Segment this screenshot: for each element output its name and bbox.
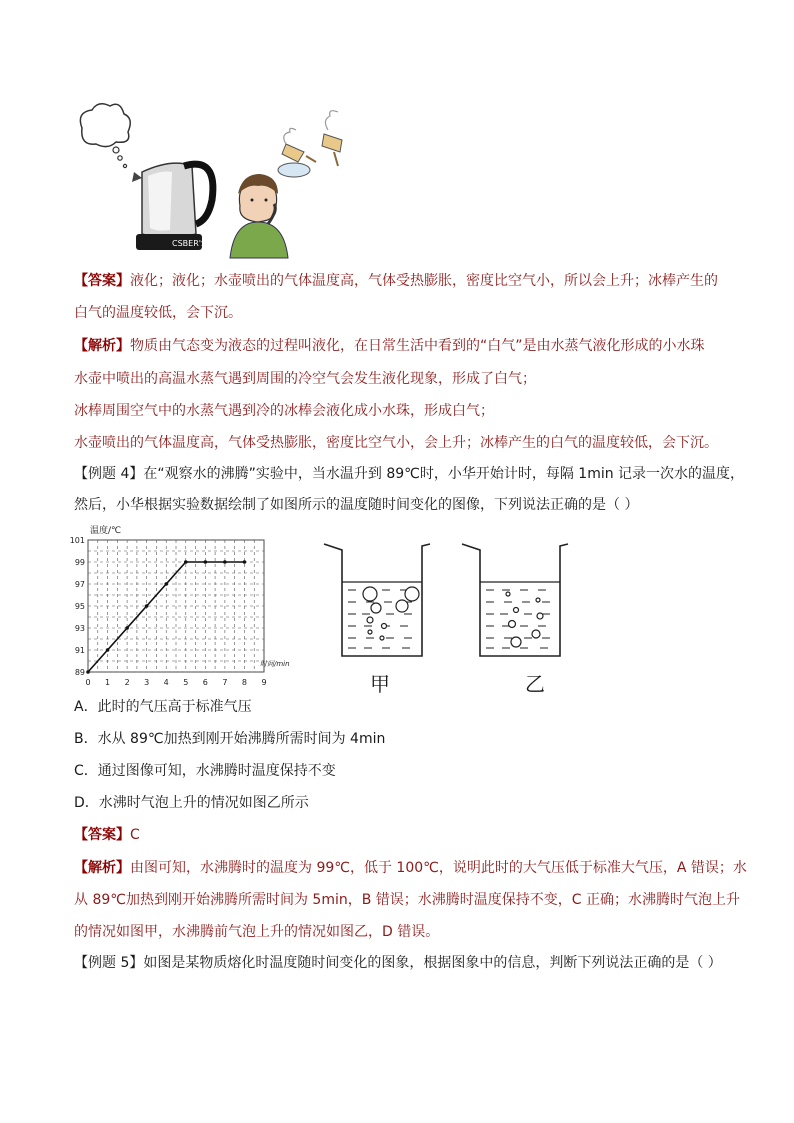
beaker-yi-label: 乙 bbox=[525, 672, 545, 696]
beaker-jia bbox=[320, 538, 444, 662]
beaker-yi bbox=[458, 538, 582, 662]
x-axis-label: 时间/min bbox=[260, 660, 290, 668]
data-point bbox=[125, 626, 129, 630]
x-tick-label: 2 bbox=[124, 678, 130, 687]
analysis-2-line-3: 的情况如图甲，水沸腾前气泡上升的情况如图乙，D 错误。 bbox=[74, 924, 440, 940]
analysis-1-line-4: 水壶喷出的气体温度高，气体受热膨胀，密度比空气小，会上升；冰棒产生的白气的温度较低，会下沉。 bbox=[74, 435, 718, 451]
analysis-1-line-2: 水壶中喷出的高温水蒸气遇到周围的冷空气会发生液化现象，形成了白气； bbox=[74, 371, 536, 387]
kettle-boy-illustration bbox=[72, 100, 372, 258]
answer-text: 液化；液化；水壶喷出的气体温度高，气体受热膨胀，密度比空气小，所以会上升；冰棒产生的 bbox=[130, 273, 718, 289]
answer-1-line-2: 白气的温度较低，会下沉。 bbox=[74, 305, 242, 321]
analysis-text: 由图可知，水沸腾时的温度为 99℃，低于 100℃，说明此时的大气压低于标准大气压，A 错误；水 bbox=[130, 860, 747, 876]
x-tick-label: 7 bbox=[222, 678, 228, 687]
data-point bbox=[86, 670, 90, 674]
boy-icon bbox=[230, 174, 288, 258]
x-tick-label: 8 bbox=[241, 678, 247, 687]
answer-tag: 【答案】 bbox=[74, 273, 130, 289]
y-tick-label: 95 bbox=[74, 602, 85, 611]
y-tick-label: 89 bbox=[74, 668, 85, 677]
temperature-time-chart bbox=[69, 520, 290, 692]
analysis-1-line-3: 冰棒周围空气中的水蒸气遇到冷的冰棒会液化成小水珠，形成白气； bbox=[74, 403, 494, 419]
y-tick-label: 91 bbox=[74, 646, 85, 655]
option-d: D．水沸时气泡上升的情况如图乙所示 bbox=[74, 795, 309, 811]
kettle-icon bbox=[132, 163, 213, 250]
data-point bbox=[184, 560, 188, 564]
data-point bbox=[243, 560, 247, 564]
answer-tag: 【答案】 bbox=[74, 827, 130, 843]
ice-pop-icon bbox=[278, 111, 342, 177]
analysis-text: 物质由气态变为液态的过程叫液化，在日常生活中看到的“白气”是由水蒸气液化形成的小水珠 bbox=[130, 338, 705, 354]
y-tick-label: 99 bbox=[74, 558, 85, 567]
y-tick-label: 101 bbox=[69, 536, 85, 545]
x-tick-label: 6 bbox=[202, 678, 208, 687]
analysis-2-line-2: 从 89℃加热到刚开始沸腾所需时间为 5min，B 错误；水沸腾时温度保持不变，C 正确；水沸腾时气泡上升 bbox=[74, 892, 741, 908]
data-point bbox=[145, 604, 149, 608]
option-a: A．此时的气压高于标准气压 bbox=[74, 699, 252, 715]
data-point bbox=[164, 582, 168, 586]
data-point bbox=[223, 560, 227, 564]
x-tick-label: 1 bbox=[105, 678, 111, 687]
answer-text: C bbox=[130, 827, 140, 843]
example-text: 如图是某物质熔化时温度随时间变化的图象，根据图象中的信息，判断下列说法正确的是（ ） bbox=[143, 955, 722, 971]
answer-1 bbox=[74, 272, 718, 290]
example-4-question-line-2: 然后，小华根据实验数据绘制了如图所示的温度随时间变化的图像，下列说法正确的是（ ） bbox=[74, 497, 639, 513]
steam-cloud bbox=[80, 104, 130, 147]
x-tick-label: 4 bbox=[163, 678, 169, 687]
answer-2 bbox=[74, 826, 140, 844]
data-point bbox=[106, 648, 110, 652]
x-tick-label: 5 bbox=[183, 678, 189, 687]
x-tick-label: 9 bbox=[261, 678, 267, 687]
bubbles-small-top bbox=[506, 592, 543, 647]
example-text: 在“观察水的沸腾”实验中，当水温升到 89℃时，小华开始计时，每隔 1min 记录一次水的温度， bbox=[143, 466, 745, 482]
analysis-tag: 【解析】 bbox=[74, 860, 130, 876]
analysis-tag: 【解析】 bbox=[74, 338, 130, 354]
option-c: C．通过图像可知，水沸腾时温度保持不变 bbox=[74, 763, 336, 779]
y-tick-label: 93 bbox=[74, 624, 85, 633]
example-5-question bbox=[74, 954, 722, 972]
kettle-brand: CSBER'S bbox=[172, 239, 207, 248]
analysis-1 bbox=[74, 337, 705, 355]
y-tick-label: 97 bbox=[74, 580, 85, 589]
analysis-2 bbox=[74, 859, 747, 877]
example-tag: 【例题 5】 bbox=[74, 955, 144, 971]
x-tick-label: 0 bbox=[85, 678, 91, 687]
data-point bbox=[204, 560, 208, 564]
x-tick-label: 3 bbox=[144, 678, 150, 687]
option-b: B．水从 89℃加热到刚开始沸腾所需时间为 4min bbox=[74, 731, 386, 747]
beaker-jia-label: 甲 bbox=[370, 672, 390, 696]
example-4-question bbox=[74, 465, 744, 483]
example-tag: 【例题 4】 bbox=[74, 466, 144, 482]
y-axis-label: 温度/℃ bbox=[90, 526, 122, 536]
